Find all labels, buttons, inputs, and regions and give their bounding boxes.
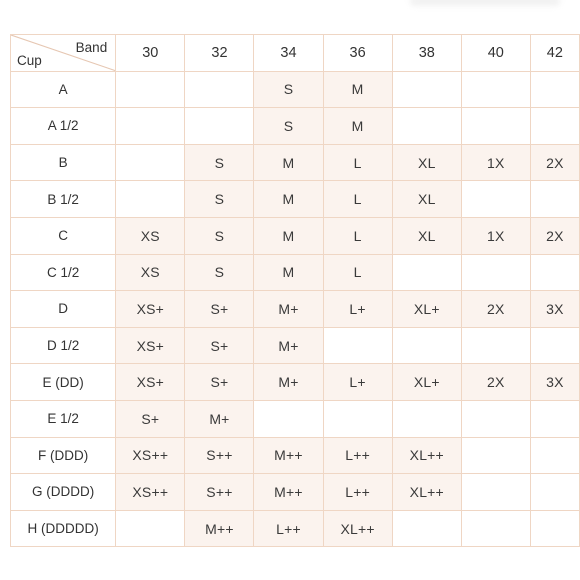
cup-size-label: C [11,217,116,254]
size-value: M++ [205,520,234,537]
cup-size-label: B [11,144,116,181]
table-row [11,217,580,254]
size-value: XS+ [136,337,165,354]
size-cell [185,437,254,474]
band-header-34: 34 [254,35,323,72]
bra-size-chart-table [10,34,580,547]
cup-size-label: E 1/2 [11,400,116,437]
size-value: S++ [206,447,233,464]
size-cell [185,217,254,254]
size-cell [185,181,254,218]
cup-size-label: G (DDDD) [11,474,116,511]
size-cell [185,364,254,401]
size-value: L [353,191,362,208]
table-row [11,71,580,108]
size-value: L++ [345,447,370,464]
blurred-header-fragment [410,0,560,6]
size-value: 1X [487,154,505,171]
size-value: XS+ [136,374,165,391]
size-value: 1X [487,227,505,244]
size-cell [323,71,392,108]
empty-size-cell [392,108,461,145]
size-cell [254,71,323,108]
size-cell [254,108,323,145]
size-value: S+ [210,374,229,391]
size-value: XL [418,154,436,171]
size-cell [185,144,254,181]
size-cell [323,474,392,511]
size-cell [323,510,392,547]
size-value: M [282,227,295,244]
size-cell [323,364,392,401]
size-value: S [283,81,294,98]
size-cell [116,291,185,328]
empty-size-cell [116,144,185,181]
empty-size-cell [530,474,579,511]
cup-size-label: F (DDD) [11,437,116,474]
size-cell [323,108,392,145]
table-row [11,181,580,218]
table-row [11,364,580,401]
empty-size-cell [116,108,185,145]
size-cell [254,327,323,364]
size-cell [185,327,254,364]
size-cell [530,291,579,328]
empty-size-cell [116,71,185,108]
size-value: XL++ [340,520,375,537]
size-cell [254,181,323,218]
size-cell [323,437,392,474]
size-value: S+ [210,337,229,354]
empty-size-cell [323,327,392,364]
size-cell [116,364,185,401]
size-value: S++ [206,483,233,500]
size-cell [254,254,323,291]
size-cell [392,474,461,511]
empty-size-cell [392,400,461,437]
table-row [11,254,580,291]
cup-size-label: E (DD) [11,364,116,401]
size-value: L++ [345,483,370,500]
empty-size-cell [530,71,579,108]
size-cell [323,217,392,254]
size-value: M++ [274,483,303,500]
size-value: XL [418,227,436,244]
cup-size-label: H (DDDDD) [11,510,116,547]
size-cell [392,181,461,218]
empty-size-cell [530,327,579,364]
size-value: XL+ [413,374,440,391]
table-row [11,474,580,511]
empty-size-cell [185,71,254,108]
table-row [11,510,580,547]
band-header-42: 42 [530,35,579,72]
size-cell [323,181,392,218]
size-value: M+ [278,374,299,391]
size-cell [116,217,185,254]
size-cell [185,474,254,511]
size-value: M [282,154,295,171]
band-header-row [11,35,580,72]
size-value: S [214,191,225,208]
size-cell [392,437,461,474]
table-row [11,437,580,474]
size-cell [254,217,323,254]
empty-size-cell [116,510,185,547]
empty-size-cell [461,400,530,437]
size-value: S [214,154,225,171]
band-header-30: 30 [116,35,185,72]
size-value: XL++ [409,483,444,500]
size-value: M [282,191,295,208]
cup-size-label: D 1/2 [11,327,116,364]
size-value: M+ [278,337,299,354]
size-value: 2X [487,300,505,317]
cup-axis-label: Cup [17,52,42,68]
empty-size-cell [530,510,579,547]
size-value: S+ [141,410,160,427]
empty-size-cell [392,327,461,364]
band-header-32: 32 [185,35,254,72]
size-cell [185,291,254,328]
size-value: S [214,264,225,281]
size-cell [461,291,530,328]
size-cell [254,144,323,181]
cup-size-label: A 1/2 [11,108,116,145]
empty-size-cell [461,510,530,547]
empty-size-cell [461,327,530,364]
size-value: L [353,264,362,281]
size-value: M++ [274,447,303,464]
size-value: L++ [276,520,301,537]
size-cell [185,510,254,547]
size-value: XL++ [409,447,444,464]
size-cell [530,364,579,401]
band-header-38: 38 [392,35,461,72]
empty-size-cell [461,474,530,511]
table-row [11,108,580,145]
size-value: XL [418,191,436,208]
size-value: M+ [278,300,299,317]
size-cell [392,217,461,254]
size-value: 2X [546,154,564,171]
table-row [11,291,580,328]
table-row [11,327,580,364]
band-axis-label: Band [75,40,108,55]
empty-size-cell [530,108,579,145]
empty-size-cell [530,400,579,437]
size-cell [461,364,530,401]
empty-size-cell [530,437,579,474]
size-cell [461,144,530,181]
size-cell [530,144,579,181]
size-value: 3X [546,374,564,391]
size-value: 3X [546,300,564,317]
size-value: S+ [210,300,229,317]
empty-size-cell [461,254,530,291]
size-cell [530,217,579,254]
size-cell [254,364,323,401]
size-cell [116,254,185,291]
size-value: M [351,81,364,98]
empty-size-cell [323,400,392,437]
size-cell [254,437,323,474]
size-cell [323,144,392,181]
cup-size-label: A [11,71,116,108]
size-value: 2X [487,374,505,391]
size-cell [323,291,392,328]
empty-size-cell [254,400,323,437]
empty-size-cell [116,181,185,218]
size-value: XS++ [132,447,169,464]
size-value: S [214,227,225,244]
size-value: M [351,117,364,134]
size-cell [185,400,254,437]
size-cell [116,400,185,437]
size-value: XL+ [413,300,440,317]
size-value: XS+ [136,300,165,317]
size-cell [323,254,392,291]
size-cell [392,291,461,328]
size-value: M+ [209,410,230,427]
size-value: XS [140,227,160,244]
size-cell [254,474,323,511]
size-value: M [282,264,295,281]
empty-size-cell [185,108,254,145]
cup-size-label: D [11,291,116,328]
size-value: S [283,117,294,134]
size-value: L+ [349,300,366,317]
size-cell [392,364,461,401]
size-value: XS++ [132,483,169,500]
empty-size-cell [461,108,530,145]
size-cell [392,144,461,181]
size-value: L [353,227,362,244]
band-header-40: 40 [461,35,530,72]
size-value: L+ [349,374,366,391]
size-cell [116,327,185,364]
size-cell [254,291,323,328]
size-value: 2X [546,227,564,244]
cup-size-label: C 1/2 [11,254,116,291]
empty-size-cell [530,181,579,218]
table-row [11,144,580,181]
size-cell [116,474,185,511]
size-value: L [353,154,362,171]
size-cell [461,217,530,254]
empty-size-cell [392,510,461,547]
band-header-36: 36 [323,35,392,72]
empty-size-cell [392,254,461,291]
corner-cell [11,35,116,72]
cup-size-label: B 1/2 [11,181,116,218]
empty-size-cell [530,254,579,291]
empty-size-cell [461,71,530,108]
empty-size-cell [461,437,530,474]
table-row [11,400,580,437]
empty-size-cell [392,71,461,108]
empty-size-cell [461,181,530,218]
size-cell [185,254,254,291]
size-chart-body [11,71,580,547]
size-cell [116,437,185,474]
size-cell [254,510,323,547]
size-value: XS [140,264,160,281]
